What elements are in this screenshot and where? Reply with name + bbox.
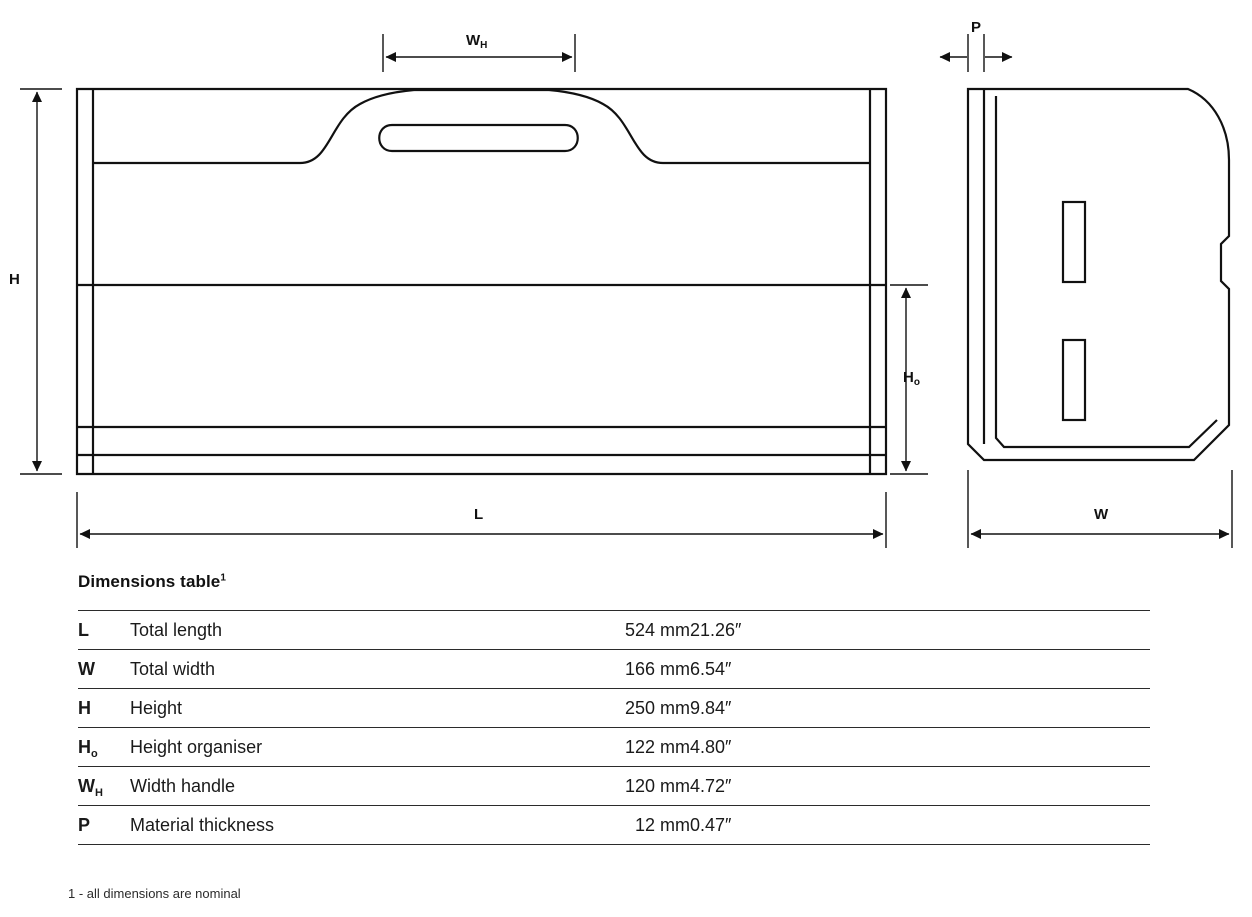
row-value-inch: 9.84″ <box>690 689 1150 728</box>
row-symbol: H <box>78 689 130 728</box>
table-row <box>78 728 1150 767</box>
row-description: Height <box>130 689 440 728</box>
row-description: Total length <box>130 611 440 650</box>
row-value-mm: 250 mm <box>440 689 690 728</box>
dimension-label-height-organiser: $H_o$ <box>903 369 920 388</box>
row-description: Width handle <box>130 767 440 806</box>
row-value-mm: 120 mm <box>440 767 690 806</box>
dimension-label-height: H <box>9 271 20 288</box>
table-row <box>78 806 1150 845</box>
table-row <box>78 611 1150 650</box>
row-value-inch: 21.26″ <box>690 611 1150 650</box>
row-description: Material thickness <box>130 806 440 845</box>
row-value-mm: 166 mm <box>440 650 690 689</box>
dimension-label-thickness: P <box>971 19 982 36</box>
row-description: Height organiser <box>130 728 440 767</box>
row-value-mm: 524 mm <box>440 611 690 650</box>
row-value-mm: 12 mm <box>440 806 690 845</box>
row-value-inch: 4.80″ <box>690 728 1150 767</box>
table-row <box>78 689 1150 728</box>
row-symbol: $W_H$ <box>78 767 130 806</box>
row-value-inch: 4.72″ <box>690 767 1150 806</box>
dimension-label-width: W <box>1094 506 1109 523</box>
table-row <box>78 650 1150 689</box>
row-symbol: $H_o$ <box>78 728 130 767</box>
row-description: Total width <box>130 650 440 689</box>
dimension-label-length: L <box>474 506 484 523</box>
dimensions-table-section <box>78 572 1158 845</box>
dimension-label-handle-width: $W_H$ <box>466 32 488 51</box>
row-value-mm: 122 mm <box>440 728 690 767</box>
dimensions-table-title: Dimensions table$^1$ <box>78 572 227 591</box>
row-value-inch: 0.47″ <box>690 806 1150 845</box>
table-footnote: 1 - all dimensions are nominal <box>68 886 241 901</box>
row-symbol: L <box>78 611 130 650</box>
row-symbol: W <box>78 650 130 689</box>
row-symbol: P <box>78 806 130 845</box>
table-row <box>78 767 1150 806</box>
row-value-inch: 6.54″ <box>690 650 1150 689</box>
dimensions-table <box>78 610 1150 845</box>
